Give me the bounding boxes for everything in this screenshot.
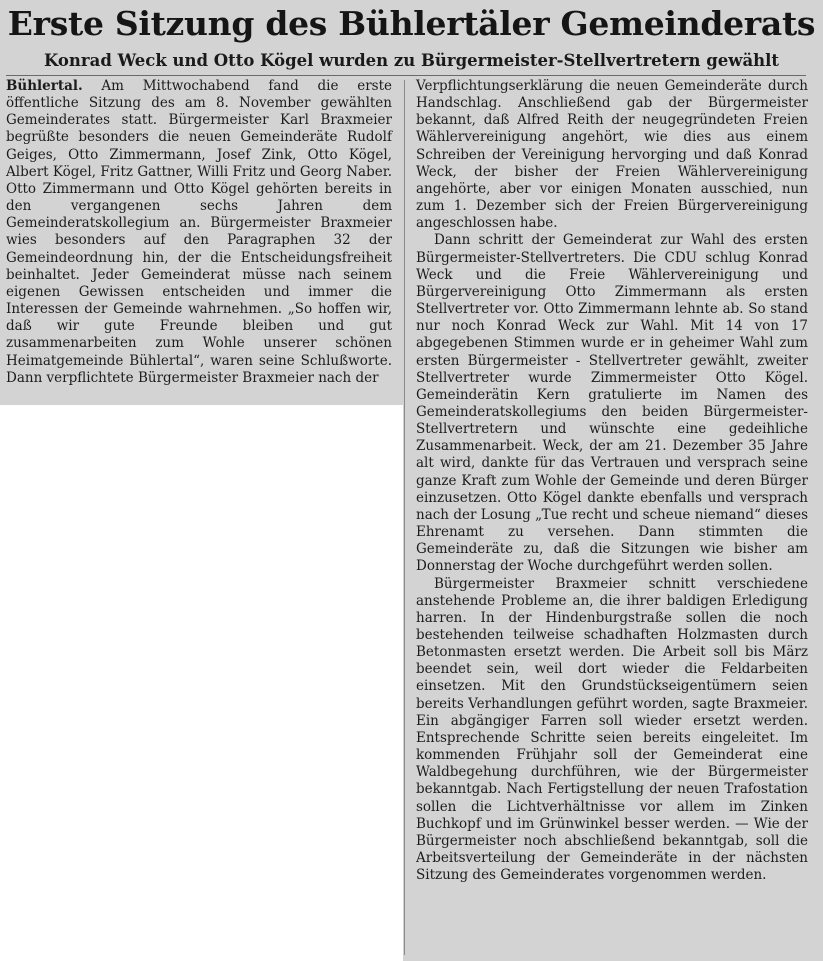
dateline: Bühlertal. xyxy=(6,78,83,94)
article-column-left xyxy=(6,78,392,387)
article-column-right xyxy=(416,78,808,884)
column-divider xyxy=(404,80,405,955)
paragraph: Verpflichtungserklärung die neuen Gemeinderäte durch Handschlag. Anschließend gab der Bürgermeister bekannt, daß Alfred Reith der neugegründeten Freien Wählervereinigung angehört, wie dies aus einem Schreiben der Vereinigung hervorging und daß Konrad Weck, der bisher der Freien Wählervereinigung angehörte, aber vor einigen Monaten ausschied, nun zum 1. Dezember sich der Freien Bürgervereinigung angeschlossen habe. xyxy=(416,78,808,232)
paragraph xyxy=(6,78,392,387)
subheadline: Konrad Weck und Otto Kögel wurden zu Bürgermeister-Stellvertretern gewählt xyxy=(43,51,780,70)
headline: Erste Sitzung des Bühlertäler Gemeinderats xyxy=(7,4,816,43)
paragraph: Dann schritt der Gemeinderat zur Wahl des ersten Bürgermeister-Stellvertreters. Die CDU schlug Konrad Weck und die Freie Wählervereinigung und Bürgervereinigung Otto Zimmermann als ersten Stellvertreter vor. Otto Zimmermann lehnte ab. So stand nur noch Konrad Weck zur Wahl. Mit 14 von 17 abgegebenen Stimmen wurde er in geheimer Wahl zum ersten Bürgermeister - Stellvertreter gewählt, zweiter Stellvertreter wurde Zimmermeister Otto Kögel. Gemeinderätin Kern gratulierte im Namen des Gemeinderatskollegiums den beiden Bürgermeister-Stellvertretern und wünschte eine gedeihliche Zusammenarbeit. Weck, der am 21. Dezember 35 Jahre alt wird, dankte für das Vertrauen und versprach seine ganze Kraft zum Wohle der Gemeinde und deren Bürger einzusetzen. Otto Kögel dankte ebenfalls und versprach nach der Losung „Tue recht und scheue niemand“ dieses Ehrenamt zu versehen. Dann stimmten die Gemeinderäte zu, daß die Sitzungen wie bisher am Donnerstag der Woche durchgeführt werden sollen. xyxy=(416,232,808,575)
headline-rule xyxy=(6,75,806,76)
paragraph-text: Am Mittwochabend fand die erste öffentliche Sitzung des am 8. November gewählten Gemeinderates statt. Bürgermeister Karl Braxmeier begrüßte besonders die neuen Gemeinderäte Rudolf Geiges, Otto Zimmermann, Josef Zink, Otto Kögel, Albert Kögel, Fritz Gattner, Willi Fritz und Georg Naber. Otto Zimmermann und Otto Kögel gehörten bereits in den vergangenen sechs Jahren dem Gemeinderatskollegium an. Bürgermeister Braxmeier wies besonders auf den Paragraphen 32 der Gemeindeordnung hin, der die Entscheidungsfreiheit beinhaltet. Jeder Gemeinderat müsse nach seinem eigenen Gewissen entscheiden und immer die Interessen der Gemeinde wahrnehmen. „So hoffen wir, daß wir gute Freunde bleiben und gut zusammenarbeiten zum Wohle unserer schönen Heimatgemeinde Bühlertal“, waren seine Schlußworte. Dann verpflichtete Bürgermeister Braxmeier nach der xyxy=(6,78,392,386)
paragraph: Bürgermeister Braxmeier schnitt verschiedene anstehende Probleme an, die ihrer baldigen Erledigung harren. In der Hindenburgstraße sollen die noch bestehenden teilweise schadhaften Holzmasten durch Betonmasten ersetzt werden. Die Arbeit soll bis März beendet sein, weil dort wieder die Feldarbeiten einsetzen. Mit den Grundstückseigentümern seien bereits Verhandlungen geführt worden, sagte Braxmeier. Ein abgängiger Farren soll wieder ersetzt werden. Entsprechende Schritte seien bereits eingeleitet. Im kommenden Frühjahr soll der Gemeinderat eine Waldbegehung durchführen, wie der Bürgermeister bekanntgab. Nach Fertigstellung der neuen Trafostation sollen die Lichtverhältnisse vor allem im Zinken Buchkopf und im Grünwinkel besser werden. — Wie der Bürgermeister noch abschließend bekanntgab, soll die Arbeitsverteilung der Gemeinderäte in der nächsten Sitzung des Gemeinderates vorgenommen werden. xyxy=(416,575,808,884)
